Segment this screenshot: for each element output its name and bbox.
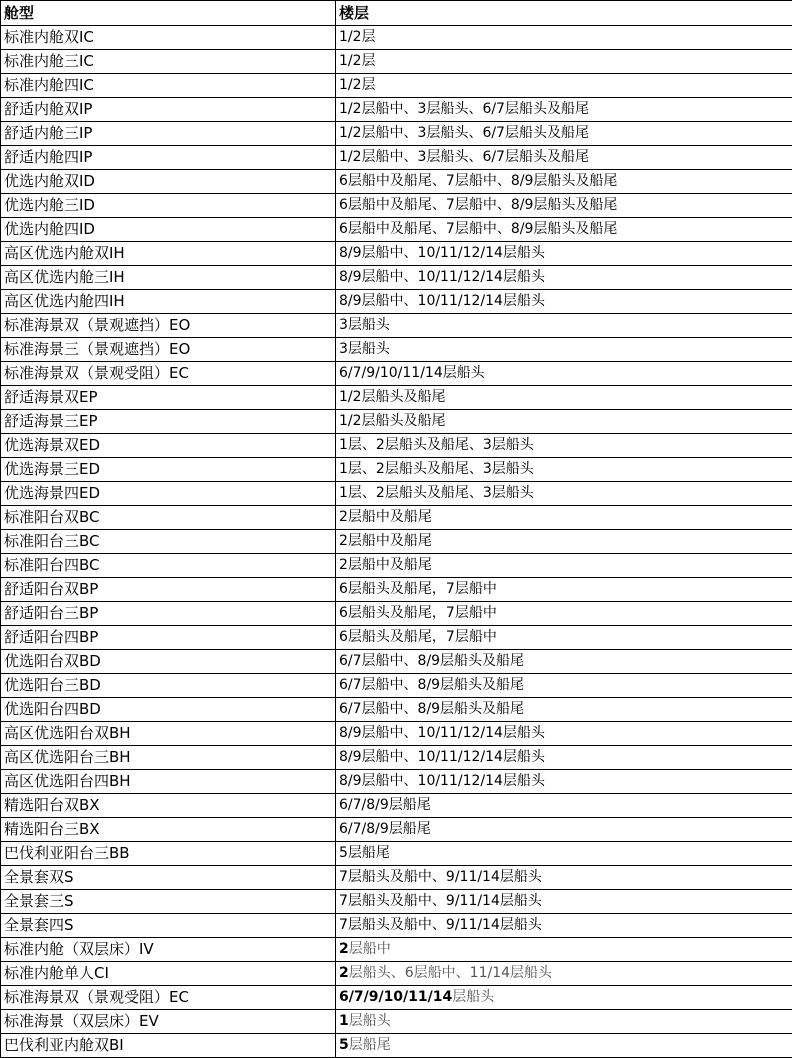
- cabin-type-cell[interactable]: 优选海景四ED: [1, 482, 336, 506]
- cabin-type-cell[interactable]: 舒适内舱双IP: [1, 98, 336, 122]
- floor-cell[interactable]: 3层船头: [336, 338, 792, 362]
- floor-cell[interactable]: 8/9层船中、10/11/12/14层船头: [336, 242, 792, 266]
- cabin-type-cell[interactable]: 舒适阳台三BP: [1, 602, 336, 626]
- floor-cell[interactable]: 6/7层船中、8/9层船头及船尾: [336, 650, 792, 674]
- floor-cell[interactable]: 7层船头及船中、9/11/14层船头: [336, 914, 792, 938]
- cabin-type-cell[interactable]: 舒适海景双EP: [1, 386, 336, 410]
- floor-cell[interactable]: 6/7/8/9层船尾: [336, 794, 792, 818]
- cabin-type-cell[interactable]: 标准内舱四IC: [1, 74, 336, 98]
- table-row: [1, 962, 792, 986]
- table-row: [1, 914, 792, 938]
- table-row: [1, 290, 792, 314]
- table-row: [1, 626, 792, 650]
- table-row: [1, 266, 792, 290]
- cabin-type-cell[interactable]: 标准内舱（双层床）IV: [1, 938, 336, 962]
- floor-cell[interactable]: 6/7层船中、8/9层船头及船尾: [336, 674, 792, 698]
- cabin-type-cell[interactable]: 标准海景双（景观受阻）EC: [1, 986, 336, 1010]
- floor-cell[interactable]: 6层船中及船尾、7层船中、8/9层船头及船尾: [336, 194, 792, 218]
- table-row: [1, 746, 792, 770]
- floor-number: 2: [339, 965, 349, 981]
- floor-number: 6/7/9/10/11/14: [339, 989, 452, 1005]
- cabin-type-cell[interactable]: 标准海景双（景观遮挡）EO: [1, 314, 336, 338]
- floor-cell[interactable]: 8/9层船中、10/11/12/14层船头: [336, 746, 792, 770]
- cabin-type-cell[interactable]: 全景套三S: [1, 890, 336, 914]
- cabin-type-cell[interactable]: 优选海景双ED: [1, 434, 336, 458]
- floor-cell[interactable]: 1/2层: [336, 50, 792, 74]
- cabin-type-cell[interactable]: 舒适内舱四IP: [1, 146, 336, 170]
- floor-cell[interactable]: 8/9层船中、10/11/12/14层船头: [336, 770, 792, 794]
- floor-cell[interactable]: 6/7/9/10/11/14层船头: [336, 362, 792, 386]
- floor-cell[interactable]: 1层、2层船头及船尾、3层船头: [336, 482, 792, 506]
- floor-cell[interactable]: 8/9层船中、10/11/12/14层船头: [336, 266, 792, 290]
- floor-location: 层船头、6层船中、11/14层船头: [349, 965, 552, 981]
- table-row: [1, 938, 792, 962]
- table-row: [1, 866, 792, 890]
- table-row: [1, 434, 792, 458]
- table-row: [1, 194, 792, 218]
- table-row: [1, 314, 792, 338]
- floor-cell[interactable]: 1/2层船头及船尾: [336, 386, 792, 410]
- floor-cell[interactable]: 1/2层: [336, 74, 792, 98]
- floor-cell[interactable]: 1/2层: [336, 26, 792, 50]
- table-row: [1, 410, 792, 434]
- table-row: [1, 242, 792, 266]
- table-row: [1, 1010, 792, 1034]
- cabin-type-cell[interactable]: 标准内舱三IC: [1, 50, 336, 74]
- cabin-type-cell[interactable]: 优选内舱双ID: [1, 170, 336, 194]
- table-row: [1, 986, 792, 1010]
- floor-cell[interactable]: 6/7层船中、8/9层船头及船尾: [336, 698, 792, 722]
- floor-location: 层船头: [349, 1013, 391, 1029]
- table-row: [1, 842, 792, 866]
- table-row: [1, 386, 792, 410]
- table-row: [1, 794, 792, 818]
- table-row: [1, 218, 792, 242]
- table-row: [1, 122, 792, 146]
- table-row: [1, 50, 792, 74]
- table-row: [1, 1034, 792, 1058]
- floor-cell[interactable]: [336, 1010, 792, 1034]
- cabin-type-cell[interactable]: 舒适阳台双BP: [1, 578, 336, 602]
- floor-number: 2: [339, 941, 349, 957]
- cabin-type-cell[interactable]: 标准内舱双IC: [1, 26, 336, 50]
- cabin-type-cell[interactable]: 优选内舱四ID: [1, 218, 336, 242]
- table-row: [1, 74, 792, 98]
- table-row: [1, 890, 792, 914]
- table-row: [1, 506, 792, 530]
- cabin-type-cell[interactable]: 标准海景三（景观遮挡）EO: [1, 338, 336, 362]
- cabin-type-cell[interactable]: 舒适阳台四BP: [1, 626, 336, 650]
- table-row: [1, 146, 792, 170]
- cabin-type-cell[interactable]: 巴伐利亚阳台三BB: [1, 842, 336, 866]
- floor-number: 5: [339, 1037, 349, 1053]
- floor-cell[interactable]: [336, 1034, 792, 1058]
- floor-cell[interactable]: 6层船头及船尾，7层船中: [336, 626, 792, 650]
- table-row: [1, 482, 792, 506]
- floor-cell[interactable]: 6/7/8/9层船尾: [336, 818, 792, 842]
- floor-location: 层船尾: [349, 1037, 391, 1053]
- floor-cell[interactable]: 2层船中及船尾: [336, 554, 792, 578]
- table-row: [1, 650, 792, 674]
- floor-cell[interactable]: 6层船头及船尾，7层船中: [336, 578, 792, 602]
- cabin-type-cell[interactable]: 标准海景双（景观受阻）EC: [1, 362, 336, 386]
- floor-cell[interactable]: 8/9层船中、10/11/12/14层船头: [336, 290, 792, 314]
- floor-cell[interactable]: 8/9层船中、10/11/12/14层船头: [336, 722, 792, 746]
- cabin-type-cell[interactable]: 优选内舱三ID: [1, 194, 336, 218]
- floor-number: 1: [339, 1013, 349, 1029]
- cabin-type-cell[interactable]: 标准阳台四BC: [1, 554, 336, 578]
- floor-cell[interactable]: 1/2层船中、3层船头、6/7层船头及船尾: [336, 146, 792, 170]
- cabin-type-cell[interactable]: 全景套四S: [1, 914, 336, 938]
- table-row: [1, 674, 792, 698]
- floor-cell[interactable]: 1/2层船中、3层船头、6/7层船头及船尾: [336, 122, 792, 146]
- floor-cell[interactable]: 1层、2层船头及船尾、3层船头: [336, 434, 792, 458]
- cabin-type-cell[interactable]: 优选海景三ED: [1, 458, 336, 482]
- cabin-type-cell[interactable]: 标准阳台三BC: [1, 530, 336, 554]
- table-row: [1, 698, 792, 722]
- floor-cell[interactable]: 5层船尾: [336, 842, 792, 866]
- header-floor[interactable]: 楼层: [336, 1, 792, 26]
- cabin-type-cell[interactable]: 高区优选阳台四BH: [1, 770, 336, 794]
- floor-cell[interactable]: 3层船头: [336, 314, 792, 338]
- floor-cell[interactable]: [336, 962, 792, 986]
- cabin-type-cell[interactable]: 精选阳台双BX: [1, 794, 336, 818]
- cabin-type-cell[interactable]: 高区优选内舱三IH: [1, 266, 336, 290]
- cabin-type-cell[interactable]: 巴伐利亚内舱双BI: [1, 1034, 336, 1058]
- table-row: [1, 530, 792, 554]
- cabin-type-cell[interactable]: 精选阳台三BX: [1, 818, 336, 842]
- cabin-type-cell[interactable]: 高区优选内舱四IH: [1, 290, 336, 314]
- floor-cell[interactable]: 6层船中及船尾、7层船中、8/9层船头及船尾: [336, 170, 792, 194]
- floor-cell[interactable]: 1/2层船头及船尾: [336, 410, 792, 434]
- table-row: [1, 722, 792, 746]
- table-row: [1, 98, 792, 122]
- cabin-type-cell[interactable]: 优选阳台四BD: [1, 698, 336, 722]
- table-row: [1, 338, 792, 362]
- floor-cell[interactable]: 7层船头及船中、9/11/14层船头: [336, 866, 792, 890]
- table-row: [1, 362, 792, 386]
- cabin-type-cell[interactable]: 高区优选阳台三BH: [1, 746, 336, 770]
- floor-cell[interactable]: 1/2层船中、3层船头、6/7层船头及船尾: [336, 98, 792, 122]
- cabin-type-cell[interactable]: 高区优选阳台双BH: [1, 722, 336, 746]
- table-row: [1, 818, 792, 842]
- cabin-type-cell[interactable]: 全景套双S: [1, 866, 336, 890]
- table-row: [1, 554, 792, 578]
- floor-cell[interactable]: 1层、2层船头及船尾、3层船头: [336, 458, 792, 482]
- header-row: [1, 1, 792, 26]
- cabin-type-cell[interactable]: 高区优选内舱双IH: [1, 242, 336, 266]
- floor-cell[interactable]: [336, 986, 792, 1010]
- table-row: [1, 770, 792, 794]
- floor-cell[interactable]: 2层船中及船尾: [336, 506, 792, 530]
- table-row: [1, 578, 792, 602]
- floor-cell[interactable]: 6层船头及船尾，7层船中: [336, 602, 792, 626]
- floor-cell[interactable]: 2层船中及船尾: [336, 530, 792, 554]
- floor-location: 层船中: [349, 941, 391, 957]
- cabin-type-cell[interactable]: 标准内舱单人CI: [1, 962, 336, 986]
- cabin-type-cell[interactable]: 标准海景（双层床）EV: [1, 1010, 336, 1034]
- table-row: [1, 458, 792, 482]
- floor-location: 层船头: [452, 989, 494, 1005]
- cabin-type-cell[interactable]: 优选阳台双BD: [1, 650, 336, 674]
- cabin-type-cell[interactable]: 优选阳台三BD: [1, 674, 336, 698]
- table-row: [1, 26, 792, 50]
- floor-cell[interactable]: 7层船头及船中、9/11/14层船头: [336, 890, 792, 914]
- cabin-type-cell[interactable]: 标准阳台双BC: [1, 506, 336, 530]
- floor-cell[interactable]: 6层船中及船尾、7层船中、8/9层船头及船尾: [336, 218, 792, 242]
- cabin-type-cell[interactable]: 舒适内舱三IP: [1, 122, 336, 146]
- header-cabin-type[interactable]: 舱型: [1, 1, 336, 26]
- table-row: [1, 602, 792, 626]
- cabin-type-cell[interactable]: 舒适海景三EP: [1, 410, 336, 434]
- table-row: [1, 170, 792, 194]
- floor-cell[interactable]: [336, 938, 792, 962]
